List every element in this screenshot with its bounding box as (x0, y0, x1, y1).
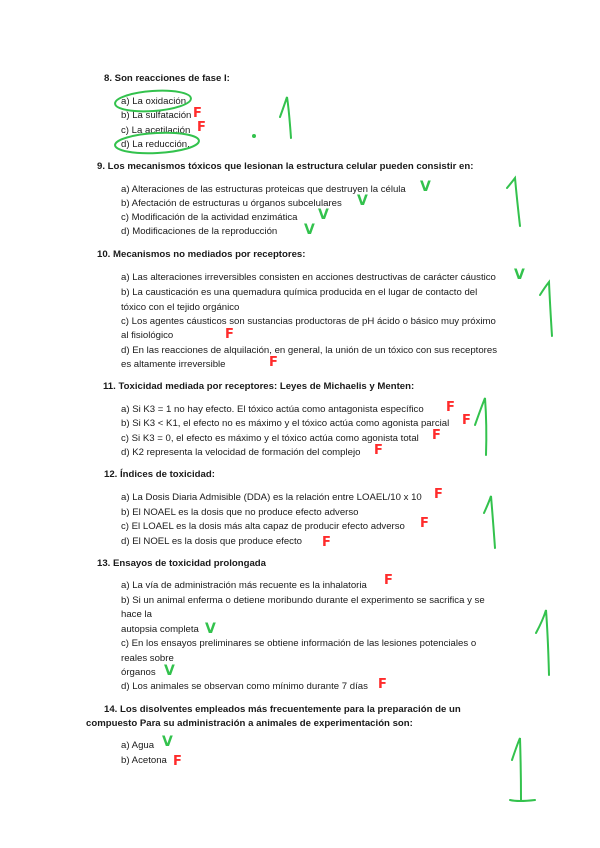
q13-option-b: b) Si un animal enferma o detiene moribundo durante el experimento se sacrifica y se (121, 595, 485, 606)
q11-option-d: d) K2 representa la velocidad de formación del complejo (121, 447, 361, 458)
mark-false-q11-c: F (432, 428, 441, 443)
mark-true-q13-b: V (205, 621, 216, 637)
q12-option-a: a) La Dosis Diaria Admisible (DDA) es la relación entre LOAEL/10 x 10 (121, 492, 422, 503)
mark-false-q8-b: F (193, 106, 202, 121)
q9-option-a: a) Alteraciones de las estructuras proteicas que destruyen la célula (121, 184, 406, 195)
q12-option-b: b) El NOAEL es la dosis que no produce efecto adverso (121, 507, 359, 518)
mark-false-q13-a: F (384, 573, 393, 588)
mark-true-q10-a: V (514, 267, 525, 283)
q10-option-d-cont: es altamente irreversible (121, 359, 226, 370)
q9-option-d: d) Modificaciones de la reproducción (121, 226, 278, 237)
question-9-title: 9. Los mecanismos tóxicos que lesionan la estructura celular pueden consistir en: (97, 161, 474, 172)
q11-option-c: c) Si K3 = 0, el efecto es máximo y el tóxico actúa como agonista total (121, 433, 419, 444)
mark-true-q9-b: V (357, 193, 368, 209)
q9-option-c: c) Modificación de la actividad enzimática (121, 212, 298, 223)
q10-option-c-cont: al fisiológico (121, 330, 174, 341)
mark-true-q9-a: V (420, 179, 431, 195)
q13-option-c: c) En los ensayos preliminares se obtiene información de las lesiones potenciales o (121, 638, 477, 649)
mark-false-q8-c: F (197, 120, 206, 135)
mark-true-q9-d: V (304, 222, 315, 238)
q13-option-b-cont1: hace la (121, 609, 152, 620)
q8-option-b: b) La sulfatación (121, 110, 192, 121)
mark-true-q9-c: V (318, 207, 329, 223)
q10-option-a: a) Las alteraciones irreversibles consisten en acciones destructivas de carácter cáustico (121, 272, 496, 283)
q13-option-b-cont2: autopsia completa (121, 624, 199, 635)
mark-false-q12-d: F (322, 535, 331, 550)
q14-option-b: b) Acetona (121, 755, 167, 766)
mark-false-q14-b: F (173, 754, 182, 769)
q8-option-d: d) La reducción. (121, 139, 190, 150)
q10-option-d: d) En las reacciones de alquilación, en general, la unión de un tóxico con sus receptores (121, 345, 497, 356)
q13-option-a: a) La vía de administración más recuente es la inhalatoria (121, 580, 367, 591)
score-stroke-q13 (536, 610, 549, 675)
q10-option-b-cont: tóxico con el tejido orgánico (121, 302, 240, 313)
q10-option-b: b) La causticación es una quemadura química producida en el lugar de contacto del (121, 287, 478, 298)
q13-option-c-cont2: órganos (121, 667, 156, 678)
q8-option-c: c) La acetilación (121, 125, 191, 136)
mark-false-q11-a: F (446, 400, 455, 415)
q13-option-c-cont1: reales sobre (121, 653, 174, 664)
q11-option-a: a) Si K3 = 1 no hay efecto. El tóxico actúa como antagonista específico (121, 404, 424, 415)
question-12-title: 12. Índices de toxicidad: (104, 469, 215, 480)
pen-dot (252, 134, 256, 138)
score-stroke-q12 (484, 496, 495, 548)
question-10-title: 10. Mecanismos no mediados por receptores: (97, 249, 306, 260)
mark-true-q13-c: V (164, 663, 175, 679)
score-stroke-q9 (507, 178, 520, 226)
mark-false-q13-d: F (378, 677, 387, 692)
mark-false-q12-a: F (434, 487, 443, 502)
q9-option-b: b) Afectación de estructuras u órganos subcelulares (121, 198, 342, 209)
q11-option-b: b) Si K3 < K1, el efecto no es máximo y el tóxico actúa como agonista parcial (121, 418, 450, 429)
q12-option-d: d) El NOEL es la dosis que produce efecto (121, 536, 302, 547)
question-13-title: 13. Ensayos de toxicidad prolongada (97, 558, 267, 569)
score-stroke-q14 (510, 738, 535, 801)
question-8-title: 8. Son reacciones de fase I: (104, 73, 230, 84)
score-stroke-q8 (280, 97, 291, 138)
mark-true-q14-a: V (162, 734, 173, 750)
mark-false-q11-b: F (462, 413, 471, 428)
score-stroke-q11 (475, 398, 486, 455)
question-14-title: 14. Los disolventes empleados más frecuentemente para la preparación de un (104, 704, 461, 715)
q12-option-c: c) El LOAEL es la dosis más alta capaz de producir efecto adverso (121, 521, 405, 532)
mark-false-q12-c: F (420, 516, 429, 531)
q14-option-a: a) Agua (121, 740, 155, 751)
mark-false-q10-c: F (225, 327, 234, 342)
q8-option-a: a) La oxidación (121, 96, 187, 107)
mark-false-q10-d: F (269, 355, 278, 370)
mark-false-q11-d: F (374, 443, 383, 458)
question-14-title-cont: compuesto Para su administración a animales de experimentación son: (86, 718, 413, 729)
score-stroke-q10 (540, 282, 552, 336)
question-11-title: 11. Toxicidad mediada por receptores: Leyes de Michaelis y Menten: (103, 381, 415, 392)
q13-option-d: d) Los animales se observan como mínimo durante 7 días (121, 681, 368, 692)
q10-option-c: c) Los agentes cáusticos son sustancias productoras de pH ácido o básico muy próximo (121, 316, 496, 327)
